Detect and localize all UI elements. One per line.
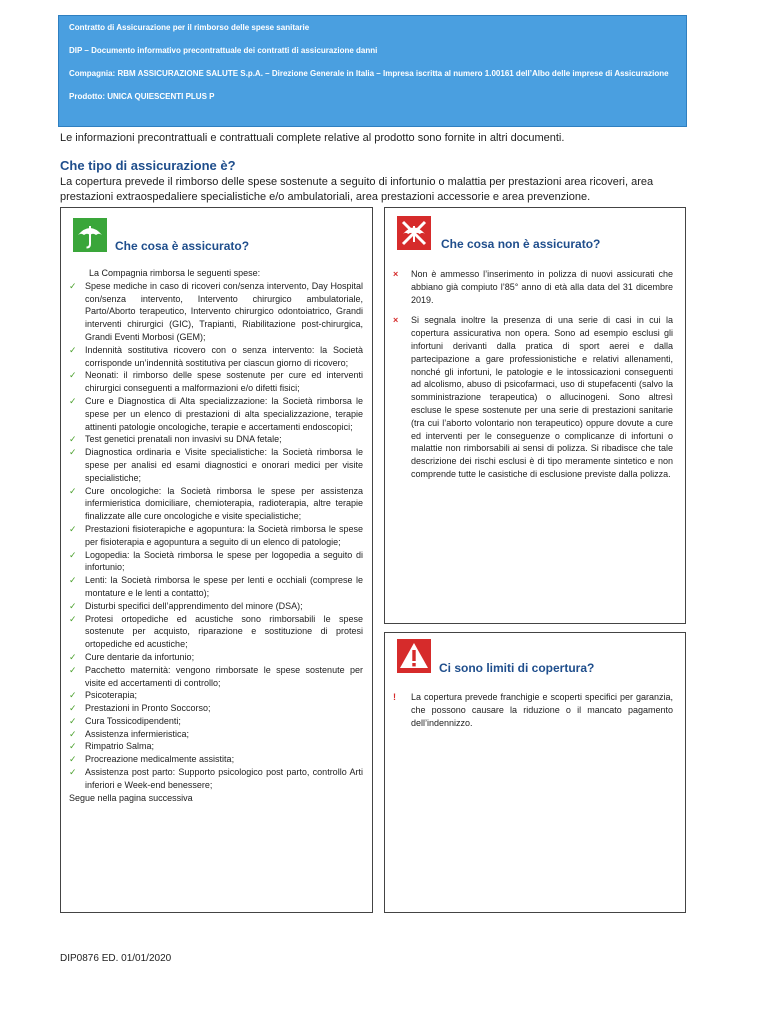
insured-item-text: Psicoterapia; xyxy=(85,690,138,701)
checkmark-icon: ✓ xyxy=(69,523,77,534)
checkmark-icon: ✓ xyxy=(69,344,77,355)
insured-item-text: Spese mediche in caso di ricoveri con/senza intervento, Day Hospital con/senza intervento, Intervento chirurgico ambulatoriale, Parto/Aborto terapeutico, Intervento chirurgico odontoiatrico, Grandi interventi chirurgici (GIC), Trapianti, Riabilitazione post-chirurgica, Grandi Eventi Morbosi (GEM); xyxy=(85,280,363,342)
not-insured-item-text: Non è ammesso l’inserimento in polizza di nuovi assicurati che abbiano già compiuto l’85° anno di età alla data del 31 dicembre 2019. xyxy=(411,269,673,305)
insured-item-text: Diagnostica ordinaria e Visite specialistiche: la Società rimborsa le spese per analisi ed esami diagnostici e onorari medici per visite specialistiche; xyxy=(85,447,363,483)
insured-item-text: Lenti: la Società rimborsa le spese per lenti e occhiali (comprese le montature e le lenti a contatto); xyxy=(85,575,363,598)
no-umbrella-icon xyxy=(397,216,431,250)
checkmark-icon: ✓ xyxy=(69,613,77,624)
checkmark-icon: ✓ xyxy=(69,754,77,765)
insured-item-text: Rimpatrio Salma; xyxy=(85,741,155,752)
checkmark-icon: ✓ xyxy=(69,651,77,662)
not-insured-item xyxy=(389,268,673,306)
limits-box xyxy=(384,632,686,913)
checkmark-icon: ✓ xyxy=(69,434,77,445)
intro-text: Le informazioni precontrattuali e contrattuali complete relative al prodotto sono fornite in altri documenti. xyxy=(60,132,565,144)
insured-item xyxy=(69,702,363,715)
insured-item-text: Cure oncologiche: la Società rimborsa le spese per assistenza infermieristica domiciliare, chemioterapia, radioterapia, altre terapie finalizzate alle cure oncologiche e visite specialistiche; xyxy=(85,485,363,522)
not-insured-title: Che cosa non è assicurato? xyxy=(441,237,601,251)
insured-item xyxy=(69,344,363,370)
document-header xyxy=(58,15,687,127)
not-insured-item-text: Si segnala inoltre la presenza di una serie di casi in cui la copertura assicurativa non opera. Sono ad esempio esclusi gli infortuni derivanti dalla pratica di sport aerei e dalla partecipazione a gare professionistiche e relativi allenamenti, nonché gli infortuni, le patologie e le intossicazioni conseguenti ad alcolismo, abuso di psicofarmaci, uso di stupefacenti (salvo la somministrazione terapeutica) o allucinogeni. Sono altresì escluse le spese sostenute per una serie di prestazioni sanitarie (tra cui l’aborto volontario non terapeutico) oppure dovute a cure ed interventi per le conseguenze o complicanze di infortuni o malattie non rimborsabili ai sensi di polizza. Si ribadisce che tale descrizione dei rischi esclusi è di tipo meramente sintetico e non comprende tutte le casistiche di esclusione previste dalla polizza. xyxy=(411,315,673,479)
checkmark-icon: ✓ xyxy=(69,703,77,714)
insured-item xyxy=(69,549,363,575)
umbrella-icon xyxy=(73,218,107,252)
insured-item-text: Assistenza post parto: Supporto psicologico post parto, controllo Arti inferiori e Week-end benessere; xyxy=(85,767,363,790)
insured-item xyxy=(69,715,363,728)
document-code: DIP0876 ED. 01/01/2020 xyxy=(60,953,172,964)
checkmark-icon: ✓ xyxy=(69,485,77,496)
not-insured-item xyxy=(389,314,673,480)
insured-list xyxy=(69,267,363,804)
limit-item xyxy=(389,691,673,729)
cross-icon: × xyxy=(393,315,399,326)
insured-item xyxy=(69,369,363,395)
insured-item-text: Cure e Diagnostica di Alta specializzazione: la Società rimborsa le spese per un elenco di prestazioni di alta specializzazione, terapie attinenti patologie oncologiche, terapie e accertamenti endoscopici; xyxy=(85,395,363,432)
checkmark-icon: ✓ xyxy=(69,741,77,752)
checkmark-icon: ✓ xyxy=(69,767,77,778)
insured-item-text: Pacchetto maternità: vengono rimborsate le spese sostenute per visite ed accertamenti di controllo; xyxy=(85,664,363,688)
checkmark-icon: ✓ xyxy=(69,728,77,739)
insured-item-text: Indennità sostitutiva ricovero con o senza intervento: la Società corrisponde un’indennità sostitutiva per ciascun giorno di ricovero; xyxy=(85,344,363,368)
continue-note: Segue nella pagina successiva xyxy=(69,792,193,803)
insured-item xyxy=(69,446,363,484)
insured-item xyxy=(69,689,363,702)
checkmark-icon: ✓ xyxy=(69,575,77,586)
checkmark-icon: ✓ xyxy=(69,690,77,701)
section-title: Che tipo di assicurazione è? xyxy=(60,158,236,173)
insured-item-text: Assistenza infermieristica; xyxy=(85,728,190,739)
insured-item-text: Cura Tossicodipendenti; xyxy=(85,715,181,726)
checkmark-icon: ✓ xyxy=(69,715,77,726)
insured-item xyxy=(69,574,363,600)
insured-item-text: Disturbi specifici dell’apprendimento del minore (DSA); xyxy=(85,600,303,611)
insured-item-text: Prestazioni in Pronto Soccorso; xyxy=(85,703,211,714)
header-company-line: Compagnia: RBM ASSICURAZIONE SALUTE S.p.A. – Direzione Generale in Italia – Impresa iscritta al numero 1.00161 dell’Albo delle imprese di Assicurazione xyxy=(69,69,669,78)
checkmark-icon: ✓ xyxy=(69,600,77,611)
insured-item xyxy=(69,664,363,690)
checkmark-icon: ✓ xyxy=(69,549,77,560)
checkmark-icon: ✓ xyxy=(69,280,77,291)
not-insured-list xyxy=(389,268,673,489)
insured-item xyxy=(69,753,363,766)
insured-item xyxy=(69,740,363,753)
insured-item xyxy=(69,613,363,651)
insured-item xyxy=(69,651,363,664)
insured-box xyxy=(60,207,373,913)
checkmark-icon: ✓ xyxy=(69,395,77,406)
insured-title: Che cosa è assicurato? xyxy=(115,239,250,253)
header-contract-line: Contratto di Assicurazione per il rimborso delle spese sanitarie xyxy=(69,23,310,32)
limits-list xyxy=(389,691,673,737)
insured-item xyxy=(69,766,363,792)
insured-item xyxy=(69,395,363,433)
insured-item xyxy=(69,728,363,741)
insured-item xyxy=(69,485,363,523)
exclamation-icon: ! xyxy=(393,692,396,702)
insured-item-text: Procreazione medicalmente assistita; xyxy=(85,754,235,765)
insured-item xyxy=(69,600,363,613)
insured-item xyxy=(69,280,363,344)
insured-item-text: Test genetici prenatali non invasivi su DNA fetale; xyxy=(85,434,282,445)
insured-item-text: Logopedia: la Società rimborsa le spese per logopedia a seguito di infortunio; xyxy=(85,549,363,573)
insured-item-text: Prestazioni fisioterapiche e agopuntura: la Società rimborsa le spese per fisioterapia e agopuntura a seguito di un elenco di patologie; xyxy=(85,523,363,547)
insured-item-text: Neonati: il rimborso delle spese sostenute per cure ed interventi chirurgici conseguenti a malformazioni e/o difetti fisici; xyxy=(85,370,363,394)
checkmark-icon: ✓ xyxy=(69,664,77,675)
insured-item-text: Cure dentarie da infortunio; xyxy=(85,651,195,662)
warning-icon xyxy=(397,639,431,673)
insured-lead: La Compagnia rimborsa le seguenti spese: xyxy=(89,268,261,278)
insured-item xyxy=(69,523,363,549)
header-product-line: Prodotto: UNICA QUIESCENTI PLUS P xyxy=(69,92,215,101)
checkmark-icon: ✓ xyxy=(69,447,77,458)
header-dip-line: DIP – Documento informativo precontrattuale dei contratti di assicurazione danni xyxy=(69,46,378,55)
limit-item-text: La copertura prevede franchigie e scoperti specifici per garanzia, che possono causare la riduzione o il mancato pagamento dell’indennizzo. xyxy=(411,692,673,728)
not-insured-box xyxy=(384,207,686,624)
cross-icon: × xyxy=(393,269,399,279)
limits-title: Ci sono limiti di copertura? xyxy=(439,661,595,675)
insured-item xyxy=(69,433,363,446)
insured-item-text: Protesi ortopediche ed acustiche sono rimborsabili le spese sostenute per acquisto, riparazione e sostituzione di protesi ortopediche ed acustiche; xyxy=(85,613,363,650)
section-description: La copertura prevede il rimborso delle spese sostenute a seguito di infortunio o malattia per prestazioni area ricoveri, area prestazioni extraospedaliere specialistiche e/o ambulatoriali, area prestazioni accessorie e area prevenzione. xyxy=(60,176,654,203)
checkmark-icon: ✓ xyxy=(69,370,77,381)
